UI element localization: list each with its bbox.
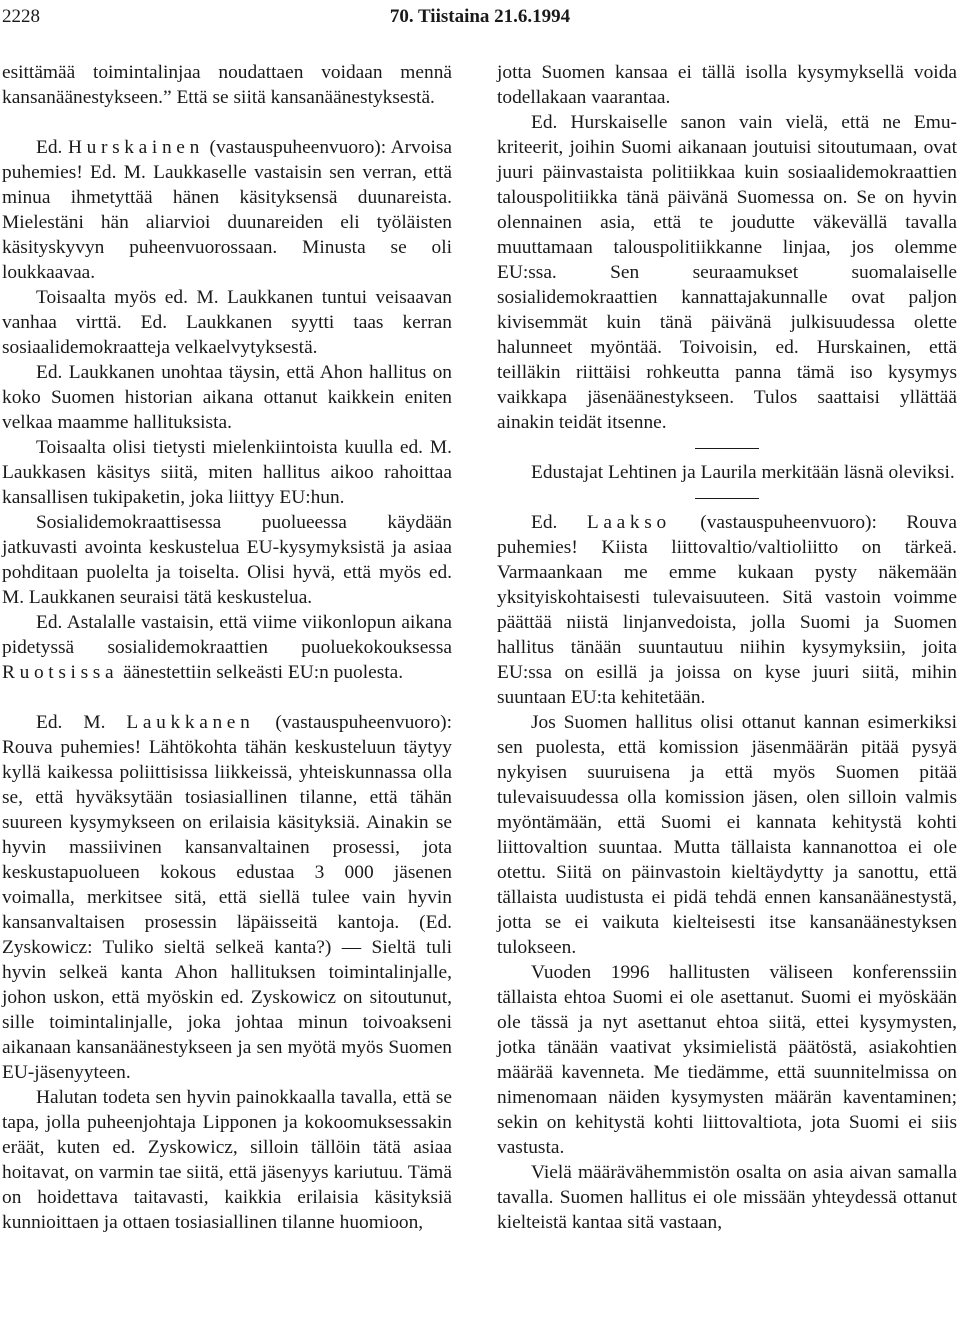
- paragraph: esittämää toimintalinjaa noudattaen voidaan mennä kansanäänestykseen.” Että se siitä kansanäänestyksestä.: [2, 62, 452, 108]
- section-divider: [695, 498, 759, 499]
- paragraph: Vuoden 1996 hallitusten väliseen konferenssiin tällaista ehtoa Suomi ei ole asettanut. Suomi ei myöskään ole tässä ja nyt asettanut ehtoa siitä, ettei kysymysten, jotka tänään vaativat yksimielistä päätöstä, asiakohtien määrää kavenneta. Me tiedämme, että suunnitelmissa on nimenomaan näiden kysymysten määrän kaventaminen; sekin on kehitystä kohti liittovaltiota, jota Suomi ei siis vastusta.: [497, 962, 957, 1158]
- paragraph: Sosialidemokraattisessa puolueessa käydään jatkuvasti avointa keskustelua EU-kysymyksistä ja asiaa pohditaan puolelta ja toiselta. Olisi hyvä, että myös ed. M. Laukkanen seuraisi tätä keskustelua.: [2, 512, 452, 608]
- page-header: [0, 6, 960, 32]
- speaker-prefix: Ed. M.: [36, 712, 127, 733]
- paragraph: Toisaalta myös ed. M. Laukkanen tuntui veisaavan vanhaa virttä. Ed. Laukkanen syytti taas kerran sosiaalidemokraatteja velkaelvytyksestä.: [2, 287, 452, 358]
- speech-text: (vastauspuheenvuoro): Rouva puhemies! Lähtökohta tähän keskusteluun täytyy kyllä kaikessa poliittisissa liikkeissä, yhteiskunnassa olla se, että hyväksytään tosiasiallinen tilanne, että tähän suureen kysymykseen on erilaisia käsityksiä. Ainakin se hyvin massiivinen kansanvaltainen prosessi, jota keskustapuolueen kokous edustaa 3 000 jäsenen voimalla, merkitsee sitä, että siellä tulee vain hyvin kansanvaltaisen prosessin läpäisseitä kantoja. (Ed. Zyskowicz: Tuliko sieltä selkeä kanta?) — Sieltä tuli hyvin selkeä kanta Ahon hallituksen toimintalinjalle, johon uskon, että myöskin ed. Zyskowicz on sitoutunut, sille toimintalinjalle, joka johtaa minun toivoakseni aikanaan kansanäänestykseen ja sen myötä myös Suomen EU-jäsenyyteen.: [2, 712, 452, 1083]
- session-title: 70. Tiistaina 21.6.1994: [389, 6, 571, 27]
- right-column: [497, 60, 957, 1235]
- paragraph: Ed. Hurskaiselle sanon vain vielä, että ne Emu-kriteerit, joihin Suomi aikanaan joutuisi sitoutumaan, ovat juuri päinvastaista politiikkaa kuin sosiaalidemokraattien talouspolitiikka tänä päivänä Suomessa on. Se on hyvin olennainen asia, että te joudutte väkevällä tavalla muuttamaan talouspolitiikkanne linjaa, jos olemme EU:ssa. Sen seuraamukset suomalaiselle sosialidemokraattien kannattajakunnalle ovat paljon kivisemmät kuin tänä päivänä julkisuudessa olette halunneet myöntää. Toivoisin, ed. Hurskainen, että teilläkin riittäisi rohkeutta panna tämä iso kysymys vaikkapa jäsenäänestykseen. Tulos saattaisi yllättää ainakin teidät itsenne.: [497, 112, 957, 433]
- left-column: [2, 60, 452, 1235]
- spaced-word: Ruotsissa: [2, 662, 119, 683]
- speaker-prefix: Ed.: [36, 137, 68, 158]
- speaker-name: Laakso: [586, 512, 671, 533]
- paragraph: Halutan todeta sen hyvin painokkaalla tavalla, että se tapa, jolla puheenjohtaja Lipponen ja kokoomuksessakin eräät, kuten ed. Zyskowicz, silloin tällöin tätä asiaa hoitavat, on varmin tae siitä, että jäsenyys kariutuu. Tämä on hoidettava taitavasti, kaikkia erilaisia käsityksiä kunnioittaen ja ottaen tosiasiallinen tilanne huomioon,: [2, 1087, 452, 1233]
- page-number: 2228: [2, 6, 40, 27]
- speech-paragraph: [2, 135, 452, 285]
- paragraph: Ed. Laukkanen unohtaa täysin, että Ahon hallitus on koko Suomen historian aikana ottanut kaikkein eniten velkaa maamme hallituksista.: [2, 362, 452, 433]
- speaker-name: Laukkanen: [126, 712, 255, 733]
- speech-text: (vastauspuheenvuoro): Rouva puhemies! Kiista liittovaltio/valtioliitto on tärkeä. Varmaankaan me emme kukaan pysty näkemään yksityiskohtaisesti tulevaisuuteen. Sitä vastoin voimme päättää niistä linjanvedoista, jolla Suomi ja Suomen hallitus tänään suuntautuu niihin kysymyksiin, joita EU:ssa on esillä ja joissa on kyse juuri siitä, mihin suuntaan EU:ta kehitetään.: [497, 512, 957, 708]
- paragraph: Jos Suomen hallitus olisi ottanut kannan esimerkiksi sen puolesta, että komission jäsenmäärän pitää pysyä nykyisen suuruisena ja että myös Suomen pitää tulevaisuudessa olla komission jäsen, olen silloin valmis myöntämään, että Suomi ei kannata kehitystä kohti liittovaltion suuntaa. Mutta tällaista kannanottoa ei ole otettu. Siitä on päinvastoin kieltäydytty ja sanottu, että tällaista uudistusta ei pidä tehdä ennen kansanäänestystä, jotta se ei vaikuta kielteisesti itse kansanäänestyksen tulokseen.: [497, 712, 957, 958]
- paragraph: jotta Suomen kansaa ei tällä isolla kysymyksellä voida todellakaan vaarantaa.: [497, 62, 957, 108]
- paragraph: Edustajat Lehtinen ja Laurila merkitään läsnä oleviksi.: [531, 462, 955, 483]
- speech-paragraph: [2, 710, 452, 1085]
- speech-text: (vastauspuheenvuoro): Arvoisa puhemies! Ed. M. Laukkaselle vastaisin sen verran, että minua ihmetyttää hänen käsityksensä duunareista. Mielestäni hän aliarvioi duunareiden eli työläisten käsityskyvyn puheenvuorossaan. Minusta se oli loukkaavaa.: [2, 137, 452, 283]
- speech-paragraph: [497, 510, 957, 710]
- speaker-name: Hurskainen: [67, 137, 204, 158]
- paragraph: Ed. Astalalle vastaisin, että viime viikonlopun aikana pidetyssä sosialidemokraattien puoluekokouksessa Ruotsissa äänestettiin selkeästi EU:n puolesta.: [2, 612, 452, 683]
- section-divider: [695, 448, 759, 449]
- speaker-prefix: Ed.: [531, 512, 587, 533]
- paragraph: Vielä määrävähemmistön osalta on asia aivan samalla tavalla. Suomen hallitus ei ole missään yhteydessä ottanut kielteistä kantaa sitä vastaan,: [497, 1162, 957, 1233]
- paragraph: Toisaalta olisi tietysti mielenkiintoista kuulla ed. M. Laukkasen käsitys siitä, miten hallitus aikoo rahoittaa kansallisen tukipaketin, joka liittyy EU:hun.: [2, 437, 452, 508]
